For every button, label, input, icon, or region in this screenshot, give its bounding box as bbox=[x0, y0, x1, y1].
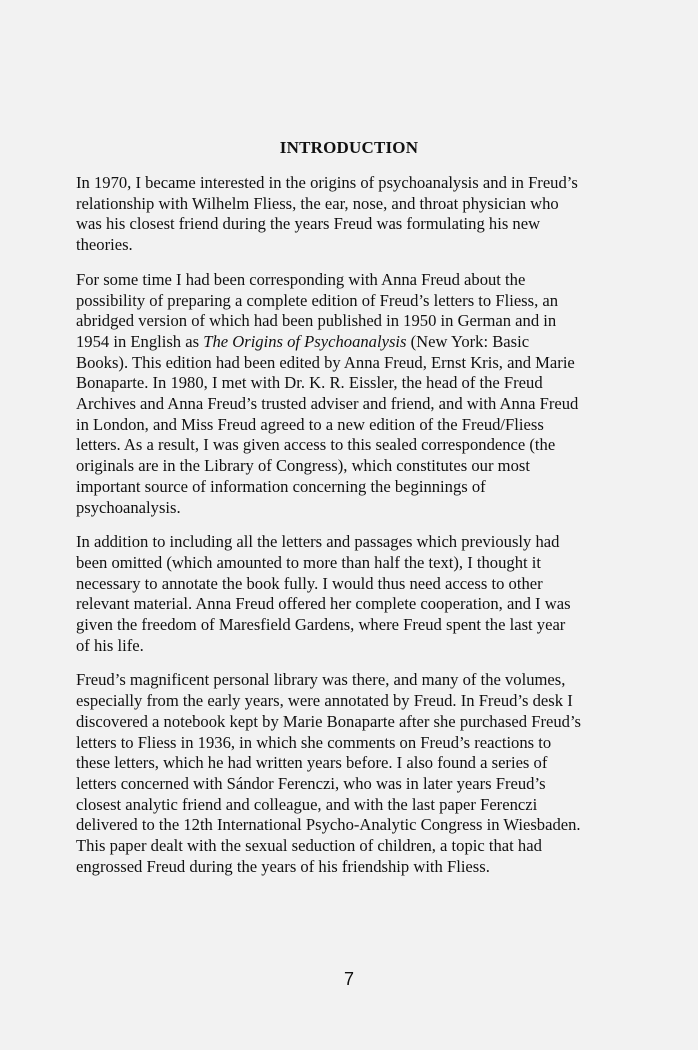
text-line: was his closest friend during the years Freud was formulating his new bbox=[76, 214, 541, 234]
text-line: In addition to including all the letters and passages which previously had bbox=[76, 532, 560, 552]
paragraph-2 bbox=[76, 270, 636, 518]
text-line: letters. As a result, I was given access to this sealed correspondence (the bbox=[76, 435, 556, 455]
body-text bbox=[76, 173, 636, 892]
chapter-heading: INTRODUCTION bbox=[279, 138, 419, 157]
text-line: letters concerned with Sándor Ferenczi, who was in later years Freud’s bbox=[76, 773, 546, 793]
text-line: delivered to the 12th International Psycho-Analytic Congress in Wiesbaden. bbox=[76, 815, 581, 835]
text-line: closest analytic friend and colleague, and with the last paper Ferenczi bbox=[76, 794, 538, 814]
text-line: necessary to annotate the book fully. I would thus need access to other bbox=[76, 573, 543, 593]
paragraph-1 bbox=[76, 173, 636, 256]
text-line: This paper dealt with the sexual seduction of children, a topic that had bbox=[76, 836, 542, 856]
text-line: discovered a notebook kept by Marie Bonaparte after she purchased Freud’s bbox=[76, 711, 582, 731]
text-line bbox=[76, 332, 636, 353]
text-line: especially from the early years, were annotated by Freud. In Freud’s desk I bbox=[76, 691, 573, 711]
text-line: relevant material. Anna Freud offered her complete cooperation, and I was bbox=[76, 594, 571, 614]
text-line: Bonaparte. In 1980, I met with Dr. K. R. Eissler, the head of the Freud bbox=[76, 373, 543, 393]
paragraph-4 bbox=[76, 670, 636, 877]
text-line: abridged version of which had been published in 1950 in German and in bbox=[76, 311, 557, 331]
text-line: Freud’s magnificent personal library was there, and many of the volumes, bbox=[76, 670, 566, 690]
text-line: in London, and Miss Freud agreed to a new edition of the Freud/Fliess bbox=[76, 414, 544, 434]
text-line: possibility of preparing a complete edition of Freud’s letters to Fliess, an bbox=[76, 290, 559, 310]
book-title-italic: The Origins of Psychoanalysis bbox=[203, 331, 407, 351]
text-line: important source of information concerning the beginnings of bbox=[76, 476, 486, 496]
text-line: engrossed Freud during the years of his friendship with Fliess. bbox=[76, 856, 490, 876]
text-line: In 1970, I became interested in the origins of psychoanalysis and in Freud’s bbox=[76, 173, 578, 192]
text-line: been omitted (which amounted to more than half the text), I thought it bbox=[76, 552, 541, 572]
text-line: Archives and Anna Freud’s trusted adviser and friend, and with Anna Freud bbox=[76, 394, 579, 414]
text-line: these letters, which he had written years before. I also found a series of bbox=[76, 753, 548, 773]
text-line: theories. bbox=[76, 235, 133, 255]
page-number: 7 bbox=[343, 969, 354, 989]
text-line: relationship with Wilhelm Fliess, the ear, nose, and throat physician who bbox=[76, 193, 559, 213]
text-line: of his life. bbox=[76, 635, 144, 655]
text-line: originals are in the Library of Congress), which constitutes our most bbox=[76, 456, 530, 476]
text-line: letters to Fliess in 1936, in which she comments on Freud’s reactions to bbox=[76, 732, 552, 752]
text-line: given the freedom of Maresfield Gardens, where Freud spent the last year bbox=[76, 615, 566, 635]
text-line: psychoanalysis. bbox=[76, 497, 181, 517]
text-segment: 1954 in English as bbox=[76, 331, 204, 351]
paragraph-3 bbox=[76, 532, 636, 656]
text-line: For some time I had been corresponding with Anna Freud about the bbox=[76, 269, 526, 289]
text-segment: (New York: Basic bbox=[406, 331, 530, 351]
text-line: Books). This edition had been edited by Anna Freud, Ernst Kris, and Marie bbox=[76, 352, 575, 372]
